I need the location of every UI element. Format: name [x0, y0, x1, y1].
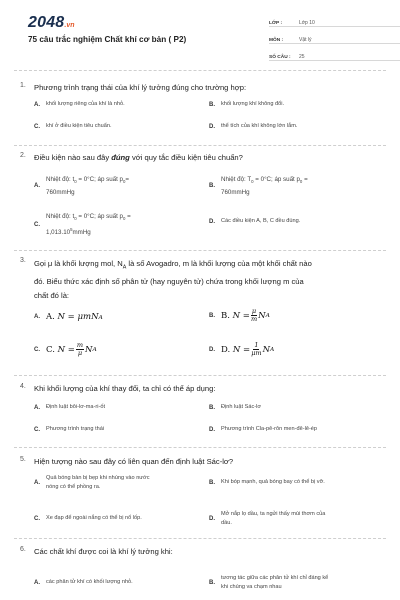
option-d[interactable]: [209, 217, 369, 226]
option-formula: A. N = μmN A: [46, 312, 103, 322]
divider: [14, 145, 386, 146]
question-2: [14, 152, 386, 242]
question-number: 4.: [20, 383, 26, 390]
option-c[interactable]: [34, 342, 194, 357]
meta-info: [269, 14, 400, 65]
option-b[interactable]: [209, 100, 369, 109]
option-letter: C.: [34, 426, 40, 433]
option-letter: D.: [209, 426, 215, 433]
question-text: Hiện tượng nào sau đây có liên quan đến định luật Sác-lơ?: [34, 457, 234, 466]
question-4: [14, 383, 386, 443]
option-a[interactable]: [34, 403, 194, 412]
option-text: Nhiệt độ: $t_0 = 0^\circ C$; áp suất $p_0=$ 760mmHg: [46, 176, 130, 197]
option-text: khí ở điều kiện tiêu chuẩn.: [46, 123, 112, 129]
divider: [14, 538, 386, 539]
option-letter: B.: [209, 404, 215, 411]
option-text: Phương trình trạng thái: [46, 426, 105, 432]
option-letter: B.: [209, 580, 215, 586]
meta-row-class: [269, 14, 400, 27]
option-b[interactable]: [209, 478, 394, 487]
site-logo[interactable]: [28, 12, 75, 30]
option-d[interactable]: [209, 425, 394, 434]
question-text: Phương trình trạng thái của khí lý tưởng đúng cho trường hợp:: [34, 83, 247, 92]
question-text: Điều kiện nào sau đây đúng với quy tắc điều kiện tiêu chuẩn?: [34, 153, 243, 162]
divider: [14, 375, 386, 376]
option-letter: D.: [209, 218, 215, 225]
option-letter: A.: [34, 579, 40, 586]
option-text: khối lượng riêng của khí là nhỏ.: [46, 101, 125, 107]
option-text: Nhiệt độ: $t_0 = 0^\circ C$; áp suất $p_0$ = $1,013.10^5mmHg$: [46, 213, 131, 237]
question-text: Khi khối lượng của khí thay đổi, ta chỉ có thể áp dụng:: [34, 384, 216, 393]
option-letter: C.: [34, 123, 40, 130]
question-number: 1.: [20, 82, 26, 89]
question-number: 6.: [20, 546, 26, 553]
divider: [14, 250, 386, 251]
logo-main-text: 2048: [28, 14, 65, 31]
option-b[interactable]: [209, 403, 369, 412]
option-letter: B.: [209, 479, 215, 486]
option-text: Phương trình Cla-pê-rôn men-đê-lê-ép: [221, 426, 318, 432]
option-b[interactable]: [209, 174, 369, 198]
question-6: [14, 546, 386, 600]
option-text: thể tích của khí không lớn lắm.: [221, 123, 298, 129]
option-b[interactable]: [209, 308, 369, 323]
option-a[interactable]: [34, 474, 194, 492]
option-text: tương tác giữa các phân tử khí chỉ đáng kể khi chúng va chạm nhau: [221, 575, 329, 590]
option-text: Mở nắp lọ dầu, ta ngửi thấy mùi thơm của dầu.: [221, 511, 326, 526]
option-formula: D. N = $\frac{1}{\mu m}$ N A: [221, 341, 275, 357]
question-3: [14, 257, 386, 377]
question-text: Gọi μ là khối lượng mol, $N_A$ là số Avogadro, m là khối lượng của một khối chất nào đó. Biểu thức xác định số phân tử (hay nguyên tử) chứa trong khối lượng m của chất đó là:: [34, 259, 312, 300]
meta-value: Vật lý: [299, 37, 312, 43]
option-d[interactable]: [209, 342, 369, 357]
meta-row-count: [269, 48, 400, 61]
question-1: [14, 82, 386, 142]
option-c[interactable]: [34, 122, 194, 131]
question-5: [14, 456, 386, 536]
option-letter: A.: [34, 404, 40, 411]
question-number: 3.: [20, 257, 26, 264]
option-text: Định luật Sác-lơ: [221, 404, 262, 410]
option-text: Nhiệt độ: $T_0 = 0^\circ C$; áp suất $p_0$ = 760mmHg: [221, 176, 308, 197]
meta-key: LỚP :: [269, 21, 283, 26]
option-a[interactable]: [34, 174, 194, 198]
option-letter: A.: [34, 314, 40, 320]
option-letter: C.: [34, 221, 40, 228]
option-text: Xe đạp để ngoài nắng có thể bị nổ lốp.: [46, 515, 142, 521]
option-b[interactable]: [209, 574, 394, 592]
option-text: các phân tử khí có khối lượng nhỏ.: [46, 579, 133, 585]
option-a[interactable]: [34, 312, 194, 322]
option-letter: B.: [209, 312, 215, 319]
option-text: Quả bóng bàn bị bẹp khi nhúng vào nước nóng có thể phồng ra.: [46, 475, 150, 490]
emphasis-word: đúng: [111, 153, 130, 162]
option-letter: C.: [34, 515, 40, 522]
option-letter: D.: [209, 123, 215, 130]
option-letter: A.: [34, 183, 40, 190]
option-text: Khi bóp mạnh, quả bóng bay có thể bị vỡ.: [221, 479, 325, 485]
question-number: 2.: [20, 152, 26, 159]
meta-value: Lớp 10: [299, 20, 315, 26]
option-c[interactable]: [34, 514, 194, 523]
question-text: Các chất khí được coi là khí lý tưởng khi:: [34, 547, 173, 556]
option-letter: D.: [209, 346, 215, 353]
header: [14, 0, 386, 58]
divider: [14, 70, 386, 71]
meta-value: 25: [299, 54, 305, 60]
meta-key: SỐ CÂU :: [269, 55, 291, 60]
option-c[interactable]: [34, 211, 194, 238]
option-text: Định luật bôi-lơ-ma-ri-ốt: [46, 404, 105, 410]
logo-domain-text: .vn: [64, 22, 75, 29]
option-letter: B.: [209, 101, 215, 108]
page-title: 75 câu trắc nghiệm Chất khí cơ bản ( P2): [28, 35, 187, 44]
option-d[interactable]: [209, 122, 369, 131]
option-letter: A.: [34, 101, 40, 108]
meta-key: MÔN :: [269, 38, 284, 43]
option-letter: D.: [209, 516, 215, 522]
option-letter: C.: [34, 346, 40, 353]
option-a[interactable]: [34, 578, 194, 587]
meta-row-subject: [269, 31, 400, 44]
option-d[interactable]: [209, 510, 394, 528]
question-number: 5.: [20, 456, 26, 463]
option-letter: A.: [34, 480, 40, 486]
option-formula: B. N = $\frac{\mu}{m}$ N A: [221, 307, 270, 323]
divider: [14, 447, 386, 448]
option-letter: B.: [209, 183, 215, 190]
option-text: Các điều kiện A, B, C đều đúng.: [221, 218, 301, 224]
option-formula: C. N = $\frac{m}{\mu}$ N A: [46, 341, 97, 357]
option-text: khối lượng khí không đổi.: [221, 101, 285, 107]
option-a[interactable]: [34, 100, 194, 109]
option-c[interactable]: [34, 425, 194, 434]
